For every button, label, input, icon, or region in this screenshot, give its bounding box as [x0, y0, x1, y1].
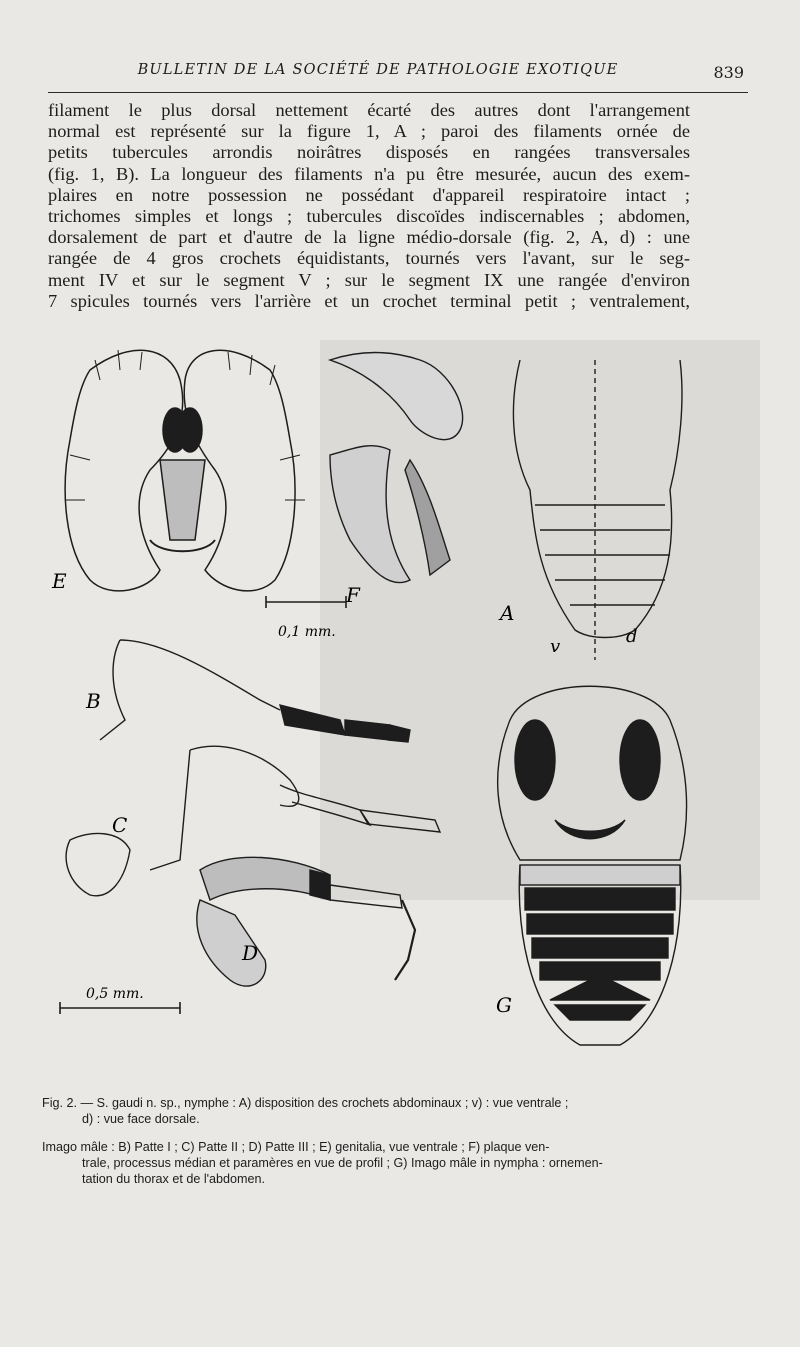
- text-line: normal est représenté sur la figure 1, A ; paroi des filaments ornée de: [48, 121, 690, 142]
- caption-line: trale, processus médian et paramères en vue de profil ; G) Imago mâle in nympha : ornemen-: [82, 1156, 603, 1170]
- scale-label-large: 0,5 mm.: [86, 986, 144, 1002]
- text-line: plaires en notre possession ne possédant d'appareil respiratoire intact ;: [48, 184, 690, 205]
- page-number: 839: [713, 63, 744, 82]
- label-A: A: [500, 601, 515, 625]
- caption-line: d) : vue face dorsale.: [82, 1112, 200, 1126]
- journal-title: BULLETIN DE LA SOCIÉTÉ DE PATHOLOGIE EXOTIQUE: [137, 62, 619, 78]
- scale-label-small: 0,1 mm.: [278, 624, 336, 640]
- figure-drawing: [30, 340, 770, 1100]
- text-line: (fig. 1, B). La longueur des filaments n'a pu être mesurée, aucun des exem-: [48, 163, 690, 184]
- text-line: petits tubercules arrondis noirâtres disposés en rangées transversales: [48, 142, 690, 163]
- label-v: v: [550, 636, 561, 657]
- text-line: dorsalement de part et d'autre de la ligne médio-dorsale (fig. 2, A, d) : une: [48, 227, 690, 248]
- label-B: B: [86, 689, 101, 713]
- running-head: [48, 58, 748, 93]
- text-line: rangée de 4 gros crochets équidistants, tournés vers l'avant, sur le seg-: [48, 248, 690, 269]
- label-E: E: [52, 569, 67, 593]
- caption-line: tation du thorax et de l'abdomen.: [82, 1172, 266, 1186]
- figure-plate: [30, 340, 770, 1100]
- label-D: D: [242, 941, 259, 965]
- caption-line: Imago mâle : B) Patte I ; C) Patte II ; D) Patte III ; E) genitalia, vue ventrale ; F) plaque ven-: [42, 1140, 550, 1154]
- drawing-genitalia-E: [65, 350, 295, 591]
- text-line: trichomes simples et longs ; tubercules discoïdes indiscernables ; abdomen,: [48, 206, 690, 227]
- show-through: [320, 340, 760, 900]
- body-paragraph: [48, 100, 690, 312]
- label-d: d: [626, 626, 638, 647]
- scale-bar-large: [60, 1002, 180, 1014]
- caption-line: Fig. 2. — S. gaudi n. sp., nymphe : A) disposition des crochets abdominaux ; v) : vue ventrale ;: [42, 1096, 569, 1110]
- text-line: filament le plus dorsal nettement écarté des autres dont l'arrangement: [48, 100, 690, 120]
- figure-caption: [42, 1095, 712, 1187]
- text-line: 7 spicules tournés vers l'arrière et un crochet terminal petit ; ventralement,: [48, 290, 690, 311]
- label-G: G: [496, 993, 512, 1017]
- text-line: ment IV et sur le segment V ; sur le segment IX une rangée d'environ: [48, 269, 690, 290]
- label-F: F: [346, 583, 360, 607]
- label-C: C: [112, 813, 128, 837]
